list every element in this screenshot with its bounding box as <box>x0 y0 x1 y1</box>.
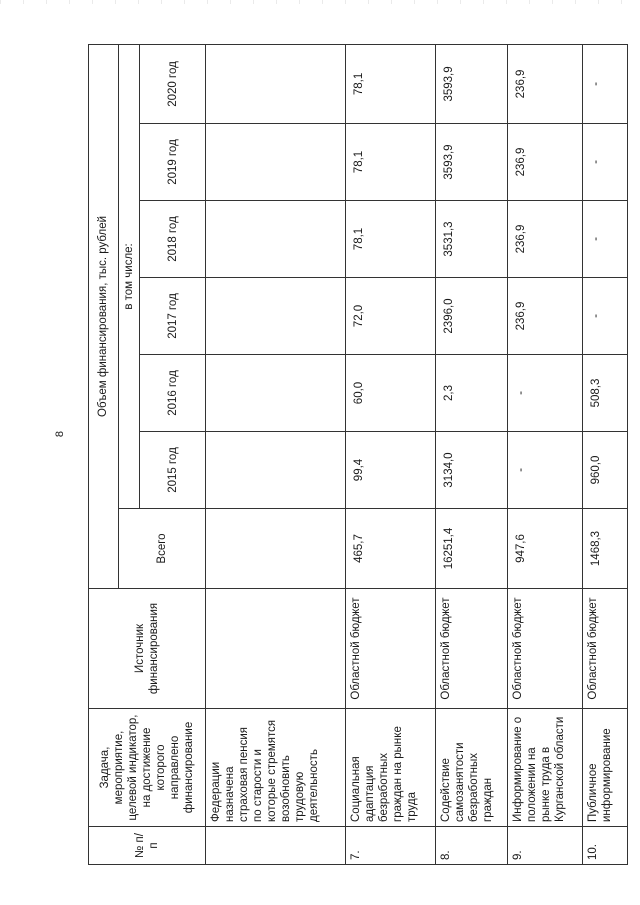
row-2018: 3531,3 <box>436 201 508 278</box>
row-source: Областной бюджет <box>345 589 435 709</box>
financing-table-rotated <box>88 45 628 865</box>
row-2016: - <box>508 355 582 432</box>
row-2018: 236,9 <box>508 201 582 278</box>
row-2019 <box>206 124 346 201</box>
row-2019: 3593,9 <box>436 124 508 201</box>
row-task: Федерации назначена страховая пенсия по старости и которые стремятся возобновить трудовую деятельность <box>206 709 346 827</box>
row-2017: - <box>582 278 627 355</box>
row-2017 <box>206 278 346 355</box>
row-total <box>206 509 346 589</box>
row-source <box>206 589 346 709</box>
row-2015 <box>206 432 346 509</box>
header-year-2020: 2020 год <box>140 44 206 123</box>
row-num: 10. <box>582 827 627 865</box>
row-2020: 3593,9 <box>436 44 508 123</box>
row-2017: 72,0 <box>345 278 435 355</box>
row-num <box>206 827 346 865</box>
row-task: Публичное информирование <box>582 709 627 827</box>
table-row <box>436 44 508 864</box>
row-2020 <box>206 44 346 123</box>
row-2018 <box>206 201 346 278</box>
row-2015: 3134,0 <box>436 432 508 509</box>
row-2018: 78,1 <box>345 201 435 278</box>
row-2015: - <box>508 432 582 509</box>
row-2020: - <box>582 44 627 123</box>
header-year-2019: 2019 год <box>140 124 206 201</box>
row-2018: - <box>582 201 627 278</box>
row-num: 8. <box>436 827 508 865</box>
table-row <box>508 44 582 864</box>
header-volume: Объем финансирования, тыс. рублей <box>89 44 119 588</box>
table-row <box>206 44 346 864</box>
header-year-2018: 2018 год <box>140 201 206 278</box>
row-2020: 236,9 <box>508 44 582 123</box>
row-num: 9. <box>508 827 582 865</box>
row-2019: - <box>582 124 627 201</box>
row-2019: 78,1 <box>345 124 435 201</box>
scan-artifact-line <box>0 0 640 4</box>
row-2020: 78,1 <box>345 44 435 123</box>
row-task: Социальная адаптация безработных граждан на рынке труда <box>345 709 435 827</box>
header-total: Всего <box>119 509 206 589</box>
header-year-2017: 2017 год <box>140 278 206 355</box>
row-source: Областной бюджет <box>508 589 582 709</box>
header-year-2015: 2015 год <box>140 432 206 509</box>
row-total: 465,7 <box>345 509 435 589</box>
row-2017: 236,9 <box>508 278 582 355</box>
financing-table <box>88 44 628 865</box>
header-num: № п/п <box>89 827 206 865</box>
row-task: Содействие самозанятости безработных граждан <box>436 709 508 827</box>
row-2016: 60,0 <box>345 355 435 432</box>
row-2016: 2,3 <box>436 355 508 432</box>
table-row <box>345 44 435 864</box>
header-source: Источник финансирования <box>89 589 206 709</box>
row-num: 7. <box>345 827 435 865</box>
header-including: в том числе: <box>119 44 140 508</box>
header-year-2016: 2016 год <box>140 355 206 432</box>
row-2015: 99,4 <box>345 432 435 509</box>
row-total: 947,6 <box>508 509 582 589</box>
row-total: 16251,4 <box>436 509 508 589</box>
row-2017: 2396,0 <box>436 278 508 355</box>
row-2016: 508,3 <box>582 355 627 432</box>
row-2015: 960,0 <box>582 432 627 509</box>
row-total: 1468,3 <box>582 509 627 589</box>
row-2019: 236,9 <box>508 124 582 201</box>
table-row <box>582 44 627 864</box>
row-source: Областной бюджет <box>436 589 508 709</box>
header-task: Задача, мероприятие, целевой индикатор, на достижение которого направлено финансирование <box>89 709 206 827</box>
row-2016 <box>206 355 346 432</box>
row-source: Областной бюджет <box>582 589 627 709</box>
row-task: Информирование о положении на рынке труда в Курганской области <box>508 709 582 827</box>
page-number: 8 <box>54 430 67 438</box>
